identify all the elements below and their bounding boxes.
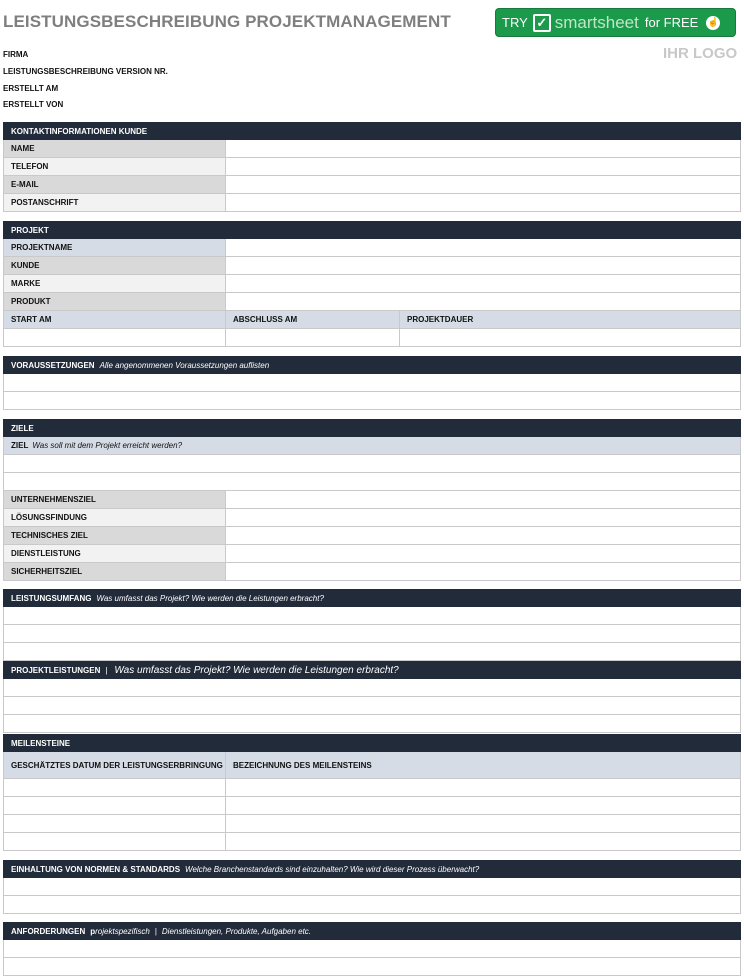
promo-try-label: TRY [502,15,528,30]
assumptions-section [3,356,741,410]
standards-line[interactable] [4,878,740,895]
milestone-name-field[interactable] [226,779,740,796]
contact-header: KONTAKTINFORMATIONEN KUNDE [3,122,741,140]
goal-business-field[interactable] [226,491,740,508]
deliverables-line[interactable] [4,715,740,732]
scope-line[interactable] [4,607,740,624]
project-section [3,221,741,347]
goal-service-label: DIENSTLEISTUNG [4,545,226,562]
milestone-name-field[interactable] [226,815,740,832]
milestone-date-field[interactable] [4,779,226,796]
project-client-label: KUNDE [4,257,226,274]
deliverables-section [3,661,741,733]
milestone-date-field[interactable] [4,833,226,850]
standards-section [3,860,741,914]
promo-free-label: for FREE [644,15,699,30]
goal-solution-label: LÖSUNGSFINDUNG [4,509,226,526]
assumptions-header [3,356,741,374]
goal-sub-note: Was soll mit dem Projekt erreicht werden? [32,441,183,450]
scope-line[interactable] [4,643,740,660]
goal-business-label: UNTERNEHMENSZIEL [4,491,226,508]
project-product-label: PRODUKT [4,293,226,310]
contact-phone-field[interactable] [226,158,740,175]
requirements-separator: | [154,926,157,936]
assumptions-line[interactable] [4,374,740,391]
assumptions-line[interactable] [4,392,740,409]
deliverables-separator: | [105,665,108,675]
deliverables-header [3,661,741,679]
goal-service-field[interactable] [226,545,740,562]
goal-technical-label: TECHNISCHES ZIEL [4,527,226,544]
document-title: LEISTUNGSBESCHREIBUNG PROJEKTMANAGEMENT [3,12,451,31]
requirements-header [3,922,741,940]
goal-sub-title: ZIEL [11,441,29,450]
standards-note: Welche Branchenstandards sind einzuhalten? Wie wird dieser Prozess überwacht? [185,864,480,874]
assumptions-note: Alle angenommenen Voraussetzungen auflisten [99,360,270,370]
contact-address-label: POSTANSCHRIFT [4,194,226,211]
standards-title: EINHALTUNG VON NORMEN & STANDARDS [11,864,181,874]
scope-note: Was umfasst das Projekt? Wie werden die Leistungen erbracht? [96,593,324,603]
milestone-date-column: GESCHÄTZTES DATUM DER LEISTUNGSERBRINGUNG [4,752,226,778]
end-date-label: ABSCHLUSS AM [226,311,400,328]
goal-technical-field[interactable] [226,527,740,544]
project-name-field[interactable] [226,239,740,256]
meta-created-by: ERSTELLT VON [3,100,64,109]
deliverables-title: PROJEKTLEISTUNGEN [11,665,101,675]
requirements-title: ANFORDERUNGEN [11,926,86,936]
requirements-section [3,922,741,976]
milestones-section [3,734,741,851]
scope-line[interactable] [4,625,740,642]
promo-brand-label: smartsheet [554,12,639,32]
project-product-field[interactable] [226,293,740,310]
milestones-header: MEILENSTEINE [3,734,741,752]
contact-section [3,122,741,212]
scope-title: LEISTUNGSUMFANG [11,593,92,603]
checkmark-icon: ✓ [533,14,551,32]
milestone-name-field[interactable] [226,833,740,850]
project-header: PROJEKT [3,221,741,239]
start-date-field[interactable] [4,329,226,346]
meta-company: FIRMA [3,50,29,59]
goal-line[interactable] [4,455,740,472]
milestone-date-field[interactable] [4,815,226,832]
logo-placeholder: IHR LOGO [663,45,738,62]
requirements-line[interactable] [4,958,740,975]
contact-name-label: NAME [4,140,226,157]
start-date-label: START AM [4,311,226,328]
standards-header [3,860,741,878]
contact-address-field[interactable] [226,194,740,211]
scope-header [3,589,741,607]
deliverables-line[interactable] [4,697,740,714]
goal-security-field[interactable] [226,563,740,580]
deliverables-note: Was umfasst das Projekt? Wie werden die Leistungen erbracht? [114,664,399,676]
goals-header: ZIELE [3,419,741,437]
contact-email-field[interactable] [226,176,740,193]
deliverables-line[interactable] [4,679,740,696]
meta-version: LEISTUNGSBESCHREIBUNG VERSION NR. [3,67,168,76]
requirements-note-2: Dienstleistungen, Produkte, Aufgaben etc. [161,926,312,936]
contact-email-label: E-MAIL [4,176,226,193]
milestone-name-field[interactable] [226,797,740,814]
project-name-label: PROJEKTNAME [4,239,226,256]
project-brand-label: MARKE [4,275,226,292]
contact-phone-label: TELEFON [4,158,226,175]
contact-name-field[interactable] [226,140,740,157]
standards-line[interactable] [4,896,740,913]
goal-security-label: SICHERHEITSZIEL [4,563,226,580]
requirements-p: p [90,926,96,936]
goal-subheader [4,437,740,454]
hand-cursor-icon: ☝ [706,16,720,30]
end-date-field[interactable] [226,329,400,346]
duration-label: PROJEKTDAUER [400,311,740,328]
scope-section [3,589,741,661]
requirements-note-1: rojektspezifisch [95,926,150,936]
goals-section [3,419,741,581]
meta-created-on: ERSTELLT AM [3,84,59,93]
goal-solution-field[interactable] [226,509,740,526]
goal-line[interactable] [4,473,740,490]
duration-field[interactable] [400,329,740,346]
project-client-field[interactable] [226,257,740,274]
milestone-date-field[interactable] [4,797,226,814]
assumptions-title: VORAUSSETZUNGEN [11,360,95,370]
requirements-line[interactable] [4,940,740,957]
milestone-name-column: BEZEICHNUNG DES MEILENSTEINS [226,752,740,778]
try-smartsheet-banner[interactable] [495,8,736,37]
project-brand-field[interactable] [226,275,740,292]
